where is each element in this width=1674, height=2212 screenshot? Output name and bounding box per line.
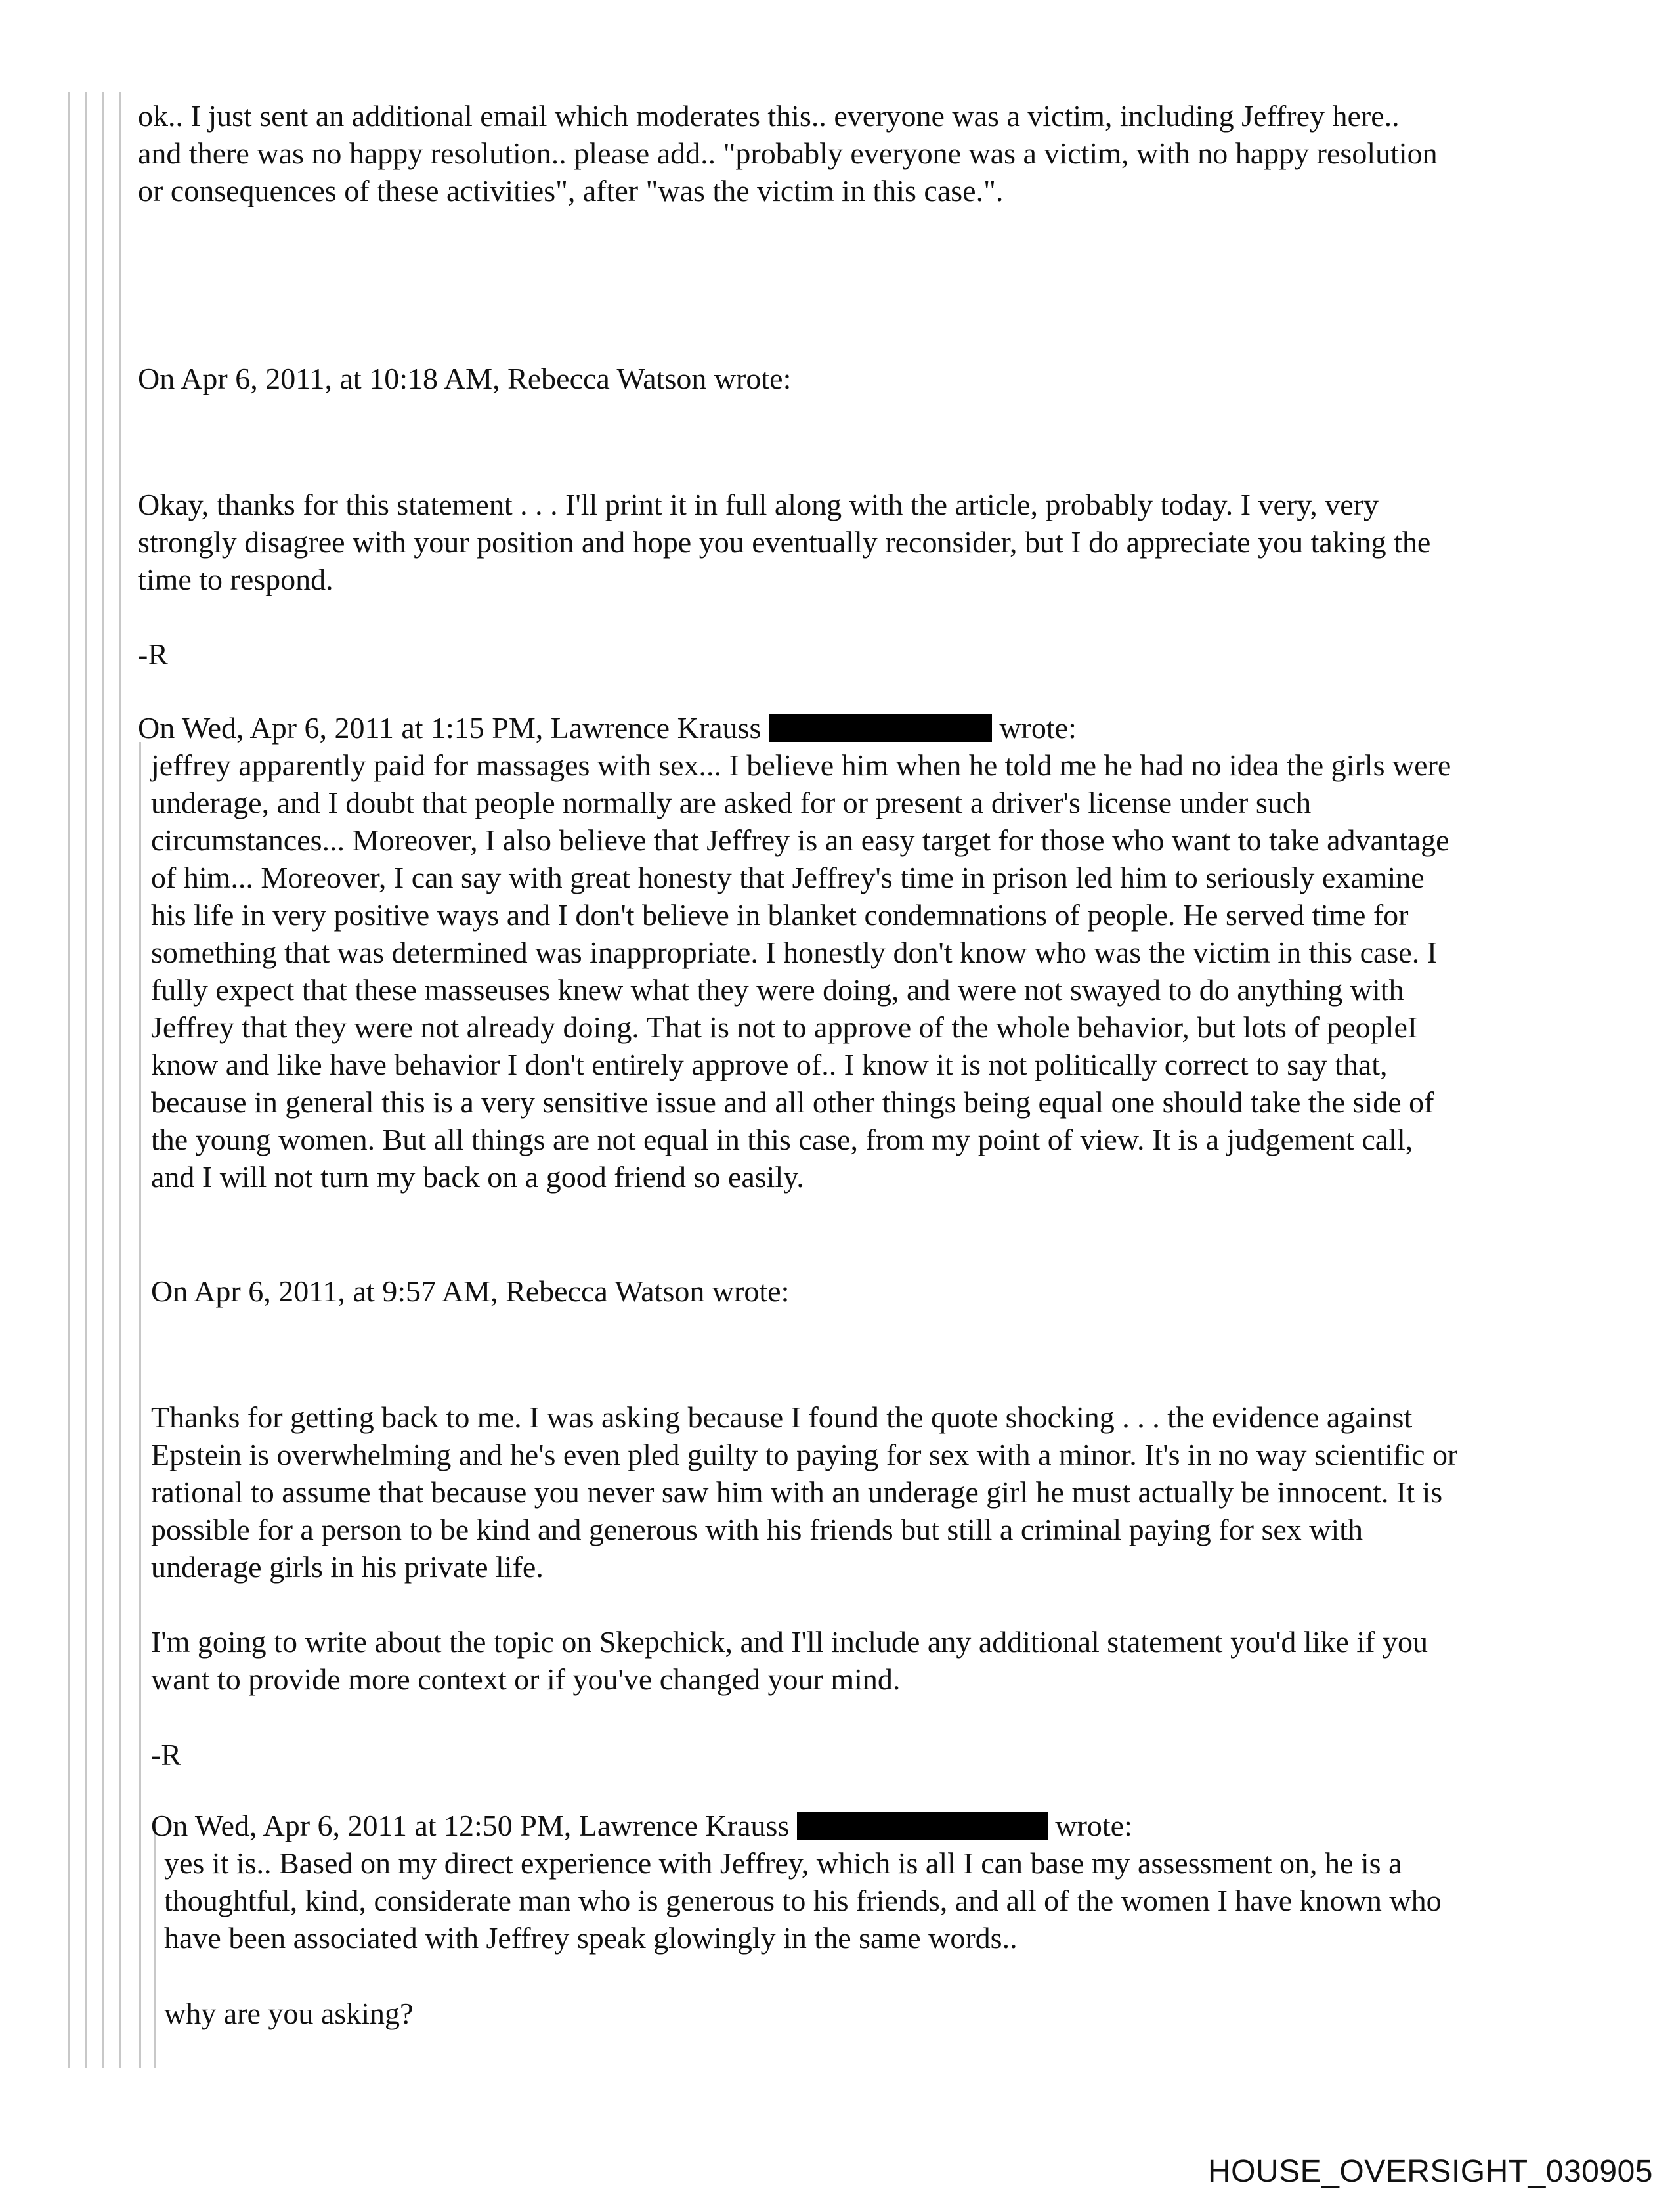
quote-bar-level-2 [85, 92, 87, 2068]
message-3-line: underage, and I doubt that people normally are asked for or present a driver's license under such [151, 786, 1312, 819]
quoted-header-5-suffix: wrote: [1055, 1809, 1132, 1842]
message-5-line: have been associated with Jeffrey speak glowingly in the same words.. [164, 1921, 1018, 1955]
quote-bar-level-5 [139, 742, 141, 2068]
quote-bar-level-4 [119, 92, 121, 2068]
message-1-line: or consequences of these activities", after "was the victim in this case.". [138, 174, 1004, 207]
message-3-line: of him... Moreover, I can say with great honesty that Jeffrey's time in prison led him to seriously examine [151, 861, 1425, 894]
quoted-header-3 [138, 709, 1077, 747]
quoted-header-3-suffix: wrote: [999, 711, 1077, 745]
message-3-line: Jeffrey that they were not already doing. That is not to approve of the whole behavior, but lots of peopleI [151, 1010, 1418, 1044]
message-3-line: jeffrey apparently paid for massages with sex... I believe him when he told me he had no idea the girls were [151, 748, 1451, 782]
quote-bar-level-6 [154, 1825, 156, 2068]
message-4-line: possible for a person to be kind and generous with his friends but still a criminal paying for sex with [151, 1513, 1363, 1546]
message-4-line: want to provide more context or if you've changed your mind. [151, 1662, 901, 1696]
message-4-signature [151, 1736, 181, 1773]
message-4-signature-text: -R [151, 1738, 181, 1771]
redacted-email-address [769, 714, 992, 742]
message-5-closing-text: why are you asking? [164, 1997, 414, 2030]
message-3-line: the young women. But all things are not equal in this case, from my point of view. It is a judgement call, [151, 1123, 1413, 1156]
message-5-closing [164, 1995, 413, 2032]
quoted-header-2 [138, 360, 791, 397]
quote-bar-level-3 [102, 92, 104, 2068]
message-3-line: his life in very positive ways and I don't believe in blanket condemnations of people. He served time for [151, 898, 1409, 932]
message-1-body [138, 97, 1438, 209]
message-3-line: know and like have behavior I don't entirely approve of.. I know it is not politically correct to say that, [151, 1048, 1388, 1081]
message-3-body [151, 747, 1451, 1196]
message-2-line: time to respond. [138, 563, 333, 596]
message-4-line: Thanks for getting back to me. I was asking because I found the quote shocking . . . the evidence against [151, 1400, 1413, 1434]
message-3-line: fully expect that these masseuses knew what they were doing, and were not swayed to do anything with [151, 973, 1404, 1007]
message-4-line: I'm going to write about the topic on Skepchick, and I'll include any additional statement you'd like if you [151, 1625, 1428, 1659]
message-3-line: because in general this is a very sensitive issue and all other things being equal one should take the side of [151, 1085, 1434, 1119]
message-5-line: yes it is.. Based on my direct experience with Jeffrey, which is all I can base my assessment on, he is a [164, 1846, 1402, 1880]
message-3-line: circumstances... Moreover, I also believe that Jeffrey is an easy target for those who want to take advantage [151, 823, 1449, 857]
quoted-header-4-text: On Apr 6, 2011, at 9:57 AM, Rebecca Watson wrote: [151, 1274, 790, 1308]
quoted-header-5 [151, 1807, 1132, 1844]
quoted-header-4 [151, 1272, 789, 1310]
message-4-paragraph-1 [151, 1399, 1457, 1586]
message-2-signature [138, 636, 168, 673]
quoted-header-3-prefix: On Wed, Apr 6, 2011 at 1:15 PM, Lawrence Krauss [138, 711, 762, 745]
message-3-line: something that was determined was inappropriate. I honestly don't know who was the victim in this case. I [151, 936, 1438, 969]
message-4-line: Epstein is overwhelming and he's even pled guilty to paying for sex with a minor. It's in no way scientific or [151, 1438, 1458, 1471]
message-4-paragraph-2 [151, 1623, 1428, 1698]
message-2-signature-text: -R [138, 638, 168, 671]
message-4-line: rational to assume that because you never saw him with an underage girl he must actually be innocent. It is [151, 1475, 1443, 1509]
message-5-line: thoughtful, kind, considerate man who is generous to his friends, and all of the women I have known who [164, 1884, 1442, 1917]
message-1-line: and there was no happy resolution.. please add.. "probably everyone was a victim, with no happy resolution [138, 137, 1438, 170]
message-2-line: strongly disagree with your position and hope you eventually reconsider, but I do appreciate you taking the [138, 525, 1431, 559]
message-2-body [138, 486, 1430, 598]
message-5-body [164, 1844, 1442, 1957]
redacted-email-address [797, 1812, 1048, 1840]
quoted-header-2-text: On Apr 6, 2011, at 10:18 AM, Rebecca Watson wrote: [138, 362, 792, 395]
message-2-line: Okay, thanks for this statement . . . I'll print it in full along with the article, probably today. I very, very [138, 488, 1379, 521]
message-3-line: and I will not turn my back on a good friend so easily. [151, 1160, 804, 1194]
quoted-header-5-prefix: On Wed, Apr 6, 2011 at 12:50 PM, Lawrence Krauss [151, 1809, 790, 1842]
message-4-line: underage girls in his private life. [151, 1550, 544, 1584]
message-1-line: ok.. I just sent an additional email which moderates this.. everyone was a victim, including Jeffrey here.. [138, 99, 1400, 133]
bates-number: HOUSE_OVERSIGHT_030905 [1208, 2154, 1653, 2189]
quote-bar-level-1 [68, 92, 70, 2068]
